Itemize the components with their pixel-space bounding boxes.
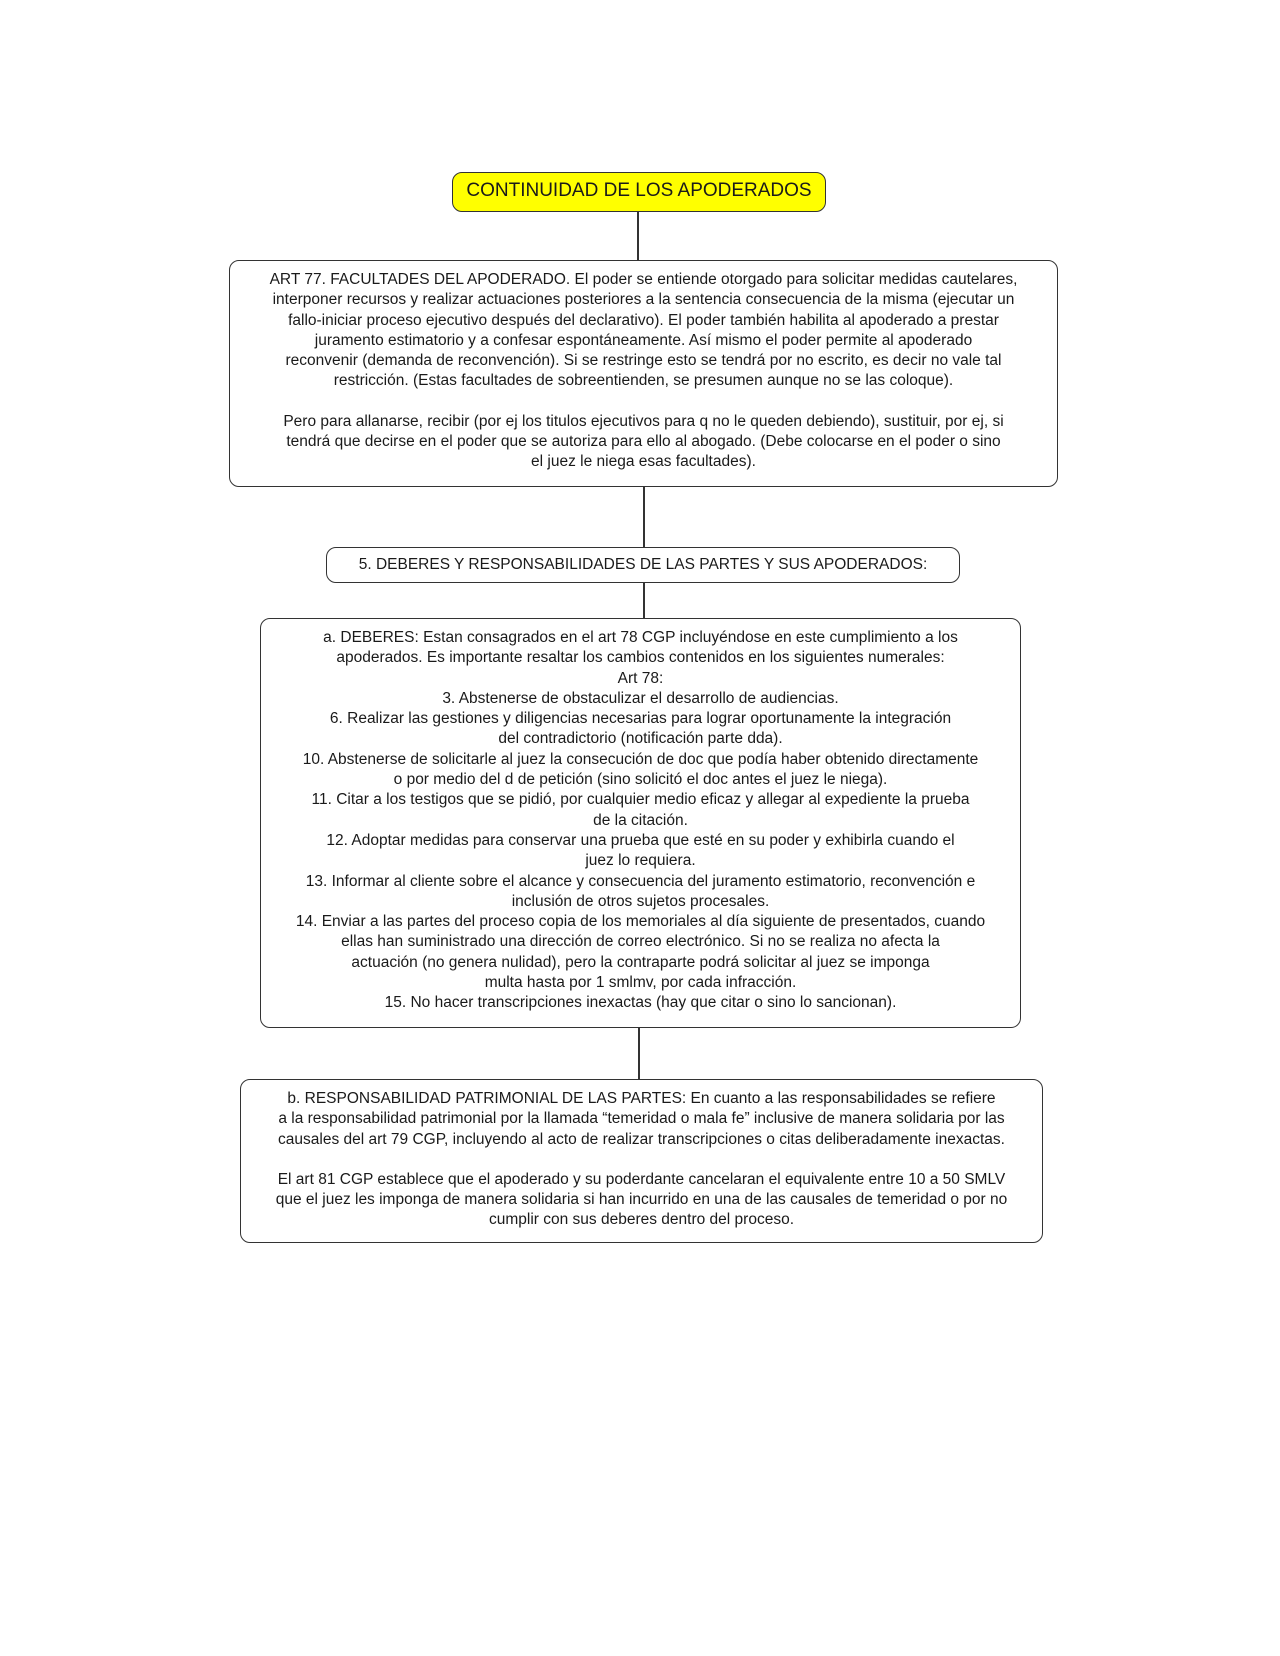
responsabilidad-paragraph-2 <box>241 1170 1042 1231</box>
deberes-item: juez lo requiera. <box>585 852 696 870</box>
connector-section5-deberes <box>643 581 645 619</box>
text-line: fallo-iniciar proceso ejecutivo después del declarativo). El poder también habilita al apoderado a prestar <box>288 311 999 329</box>
paragraph-gap <box>230 392 1057 412</box>
text-line: a la responsabilidad patrimonial por la llamada “temeridad o mala fe” inclusive de manera solidaria por las <box>278 1110 1005 1128</box>
text-line: b. RESPONSABILIDAD PATRIMONIAL DE LAS PARTES: En cuanto a las responsabilidades se refiere <box>287 1090 996 1107</box>
deberes-item: actuación (no genera nulidad), pero la contraparte podrá solicitar al juez se imponga <box>351 953 930 971</box>
deberes-item: inclusión de otros sujetos procesales. <box>511 892 770 910</box>
text-line: reconvenir (demanda de reconvención). Si se restringe esto se tendrá por no escrito, es decir no vale tal <box>285 352 1002 370</box>
text-line: causales del art 79 CGP, incluyendo al acto de realizar transcripciones o citas deliberadamente inexactas. <box>278 1130 1005 1148</box>
deberes-item: 3. Abstenerse de obstaculizar el desarrollo de audiencias. <box>442 689 839 707</box>
art77-box <box>229 260 1058 487</box>
connector-deberes-responsabilidad <box>638 1026 640 1079</box>
deberes-box <box>260 618 1021 1028</box>
deberes-item: del contradictorio (notificación parte dda). <box>498 730 783 748</box>
text-line: cumplir con sus deberes dentro del proceso. <box>489 1211 794 1229</box>
deberes-intro-line: apoderados. Es importante resaltar los cambios contenidos en los siguientes numerales: <box>336 649 945 667</box>
deberes-item: 10. Abstenerse de solicitarle al juez la consecución de doc que podía haber obtenido directamente <box>302 750 979 768</box>
section5-heading: 5. DEBERES Y RESPONSABILIDADES DE LAS PARTES Y SUS APODERADOS: <box>358 556 928 573</box>
text-line: tendrá que decirse en el poder que se autoriza para ello al abogado. (Debe colocarse en el poder o sino <box>286 433 1001 451</box>
text-line: El art 81 CGP establece que el apoderado y su poderdante cancelaran el equivalente entre 10 a 50 SMLV <box>277 1170 1006 1188</box>
text-line: ART 77. FACULTADES DEL APODERADO. El poder se entiende otorgado para solicitar medidas cautelares, <box>269 271 1018 288</box>
text-line: interponer recursos y realizar actuaciones posteriores a la sentencia consecuencia de la misma (ejecutar un <box>272 291 1015 309</box>
diagram-title: CONTINUIDAD DE LOS APODERADOS <box>466 180 812 201</box>
section5-box <box>326 547 960 583</box>
deberes-item: 14. Enviar a las partes del proceso copia de los memoriales al día siguiente de presentados, cuando <box>295 913 986 931</box>
deberes-item: 15. No hacer transcripciones inexactas (hay que citar o sino lo sancionan). <box>384 994 897 1012</box>
deberes-item: 11. Citar a los testigos que se pidió, por cualquier medio eficaz y allegar al expediente la prueba <box>311 791 970 809</box>
art77-paragraph-1 <box>230 270 1057 392</box>
responsabilidad-box <box>240 1079 1043 1243</box>
text-line: juramento estimatorio y a confesar espontáneamente. Así mismo el poder permite al apoderado <box>314 331 973 349</box>
deberes-art-label: Art 78: <box>617 669 664 687</box>
deberes-item: o por medio del d de petición (sino solicitó el doc antes el juez le niega). <box>393 771 888 789</box>
deberes-item: 6. Realizar las gestiones y diligencias necesarias para lograr oportunamente la integración <box>329 710 952 728</box>
text-line: Pero para allanarse, recibir (por ej los titulos ejecutivos para q no le queden debiendo), sustituir, por ej, si <box>283 412 1004 430</box>
deberes-item: ellas han suministrado una dirección de correo electrónico. Si no se realiza no afecta la <box>341 933 940 951</box>
text-line: que el juez les imponga de manera solidaria si han incurrido en una de las causales de temeridad o por no <box>275 1191 1008 1209</box>
responsabilidad-paragraph-1 <box>241 1089 1042 1150</box>
deberes-intro-line: a. DEBERES: Estan consagrados en el art 78 CGP incluyéndose en este cumplimiento a los <box>323 629 958 646</box>
deberes-item: de la citación. <box>593 811 688 829</box>
diagram-title-box <box>452 172 826 212</box>
art77-paragraph-2 <box>230 412 1057 473</box>
deberes-item: 13. Informar al cliente sobre el alcance y consecuencia del juramento estimatorio, reconvención e <box>305 872 976 890</box>
connector-art77-section5 <box>643 486 645 547</box>
text-line: restricción. (Estas facultades de sobreentienden, se presumen aunque no se las coloque). <box>333 372 954 390</box>
connector-title-art77 <box>637 209 639 260</box>
paragraph-gap <box>241 1150 1042 1170</box>
deberes-item: multa hasta por 1 smlmv, por cada infracción. <box>484 974 797 992</box>
text-line: el juez le niega esas facultades). <box>531 453 756 471</box>
deberes-item: 12. Adoptar medidas para conservar una prueba que esté en su poder y exhibirla cuando el <box>326 831 955 849</box>
